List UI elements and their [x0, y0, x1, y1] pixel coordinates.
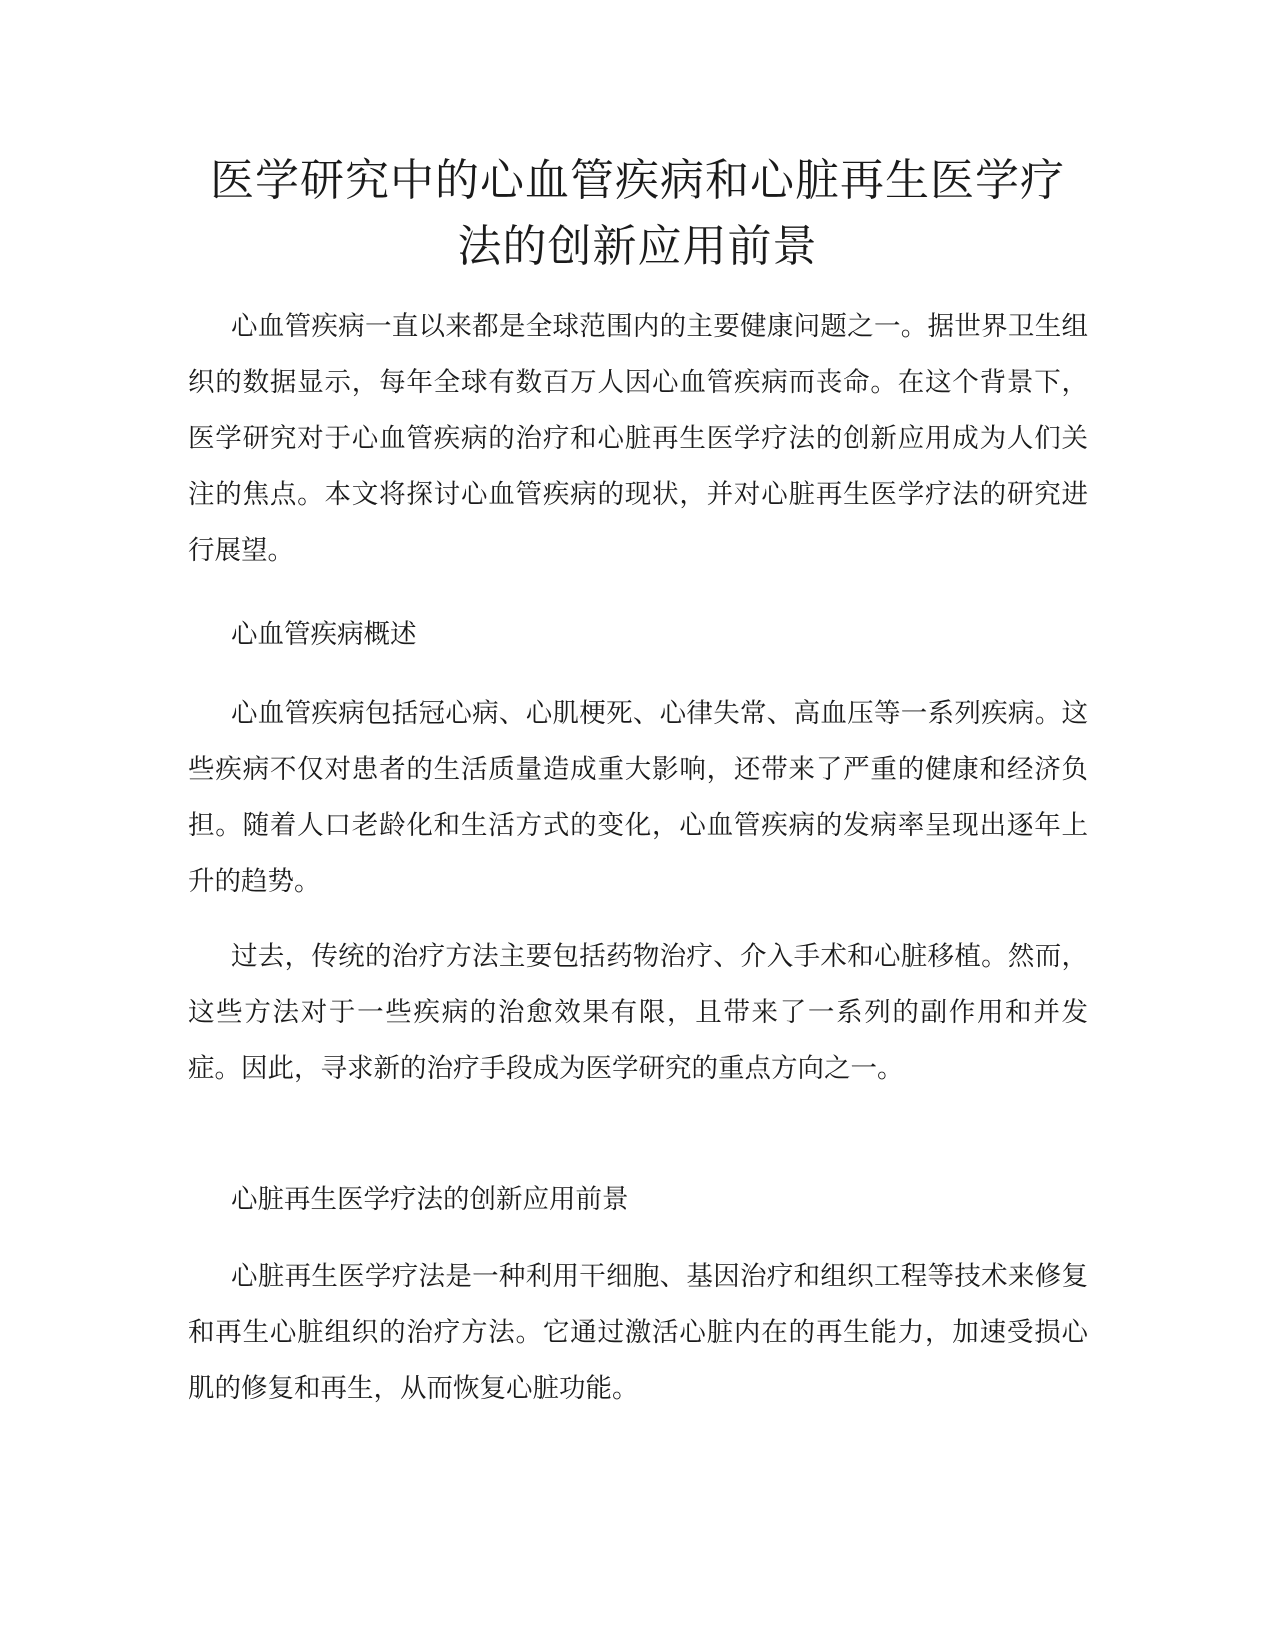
document-title: 医学研究中的心血管疾病和心脏再生医学疗法的创新应用前景	[210, 155, 1065, 272]
section-heading-regenerative-medicine: 心脏再生医学疗法的创新应用前景	[231, 1184, 629, 1215]
regenerative-medicine-paragraph: 心脏再生医学疗法是一种利用干细胞、基因治疗和组织工程等技术来修复和再生心脏组织的治疗方法。它通过激活心脏内在的再生能力，加速受损心肌的修复和再生，从而恢复心脏功能。	[188, 1261, 1088, 1404]
section-heading-overview: 心血管疾病概述	[231, 619, 417, 650]
traditional-treatment-paragraph: 过去，传统的治疗方法主要包括药物治疗、介入手术和心脏移植。然而，这些方法对于一些疾病的治愈效果有限，且带来了一系列的副作用和并发症。因此，寻求新的治疗手段成为医学研究的重点方向之一。	[188, 941, 1088, 1084]
overview-paragraph: 心血管疾病包括冠心病、心肌梗死、心律失常、高血压等一系列疾病。这些疾病不仅对患者的生活质量造成重大影响，还带来了严重的健康和经济负担。随着人口老龄化和生活方式的变化，心血管疾病的发病率呈现出逐年上升的趋势。	[188, 698, 1088, 897]
intro-paragraph: 心血管疾病一直以来都是全球范围内的主要健康问题之一。据世界卫生组织的数据显示，每年全球有数百万人因心血管疾病而丧命。在这个背景下，医学研究对于心血管疾病的治疗和心脏再生医学疗法的创新应用成为人们关注的焦点。本文将探讨心血管疾病的现状，并对心脏再生医学疗法的研究进行展望。	[188, 311, 1088, 566]
